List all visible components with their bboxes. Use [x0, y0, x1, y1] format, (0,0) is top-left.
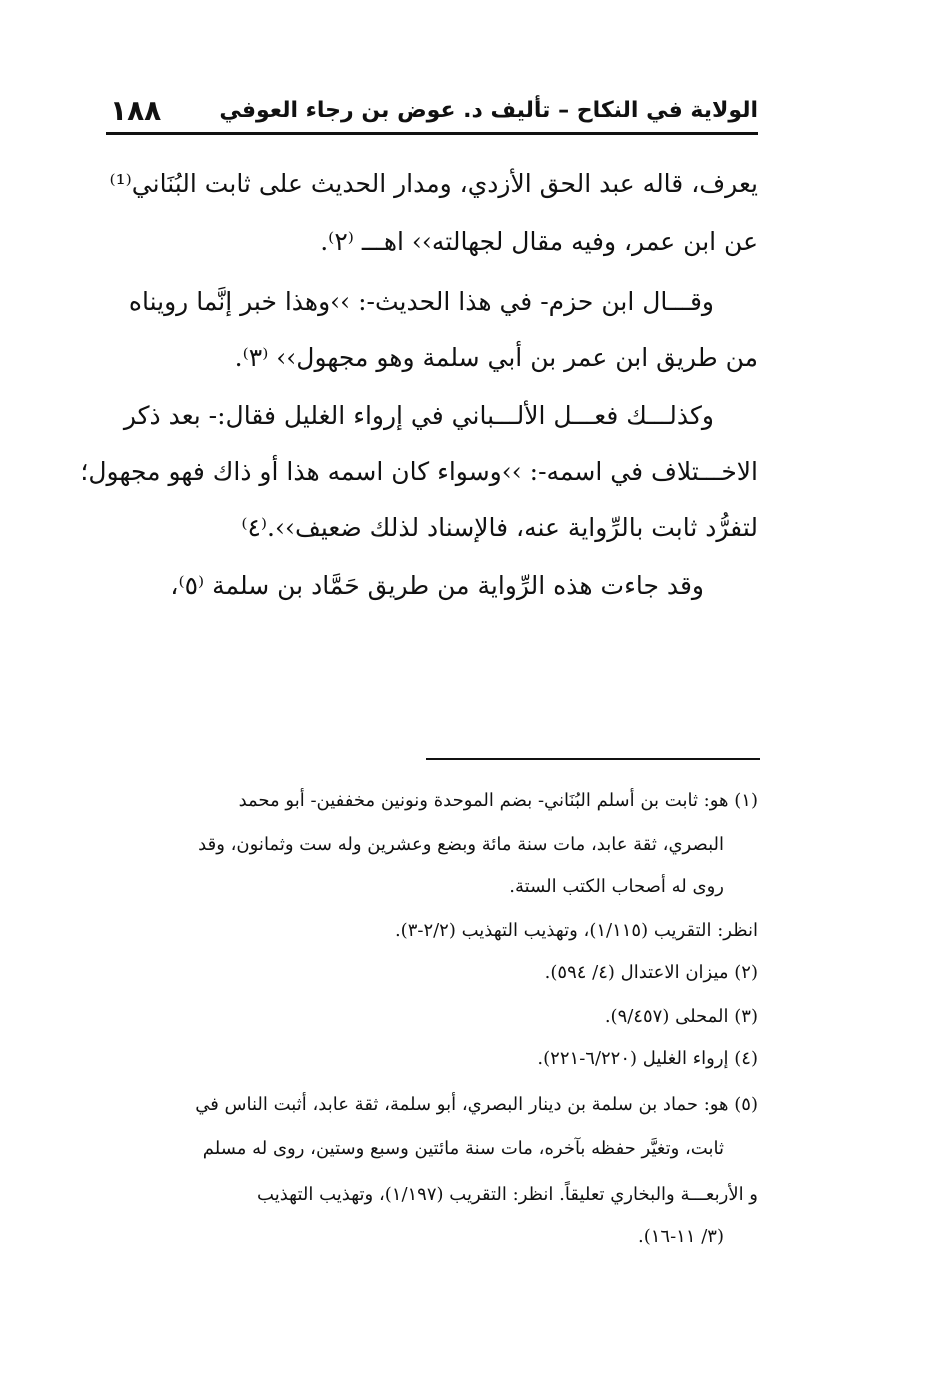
body-line: عن ابن عمر، وفيه مقال لجهالته›› اهـــ ⁽٢⁾.: [320, 227, 758, 256]
body-line: يعرف، قاله عبد الحق الأزدي، ومدار الحديث على ثابت البُنَاني⁽¹⁾: [109, 169, 758, 198]
footnote-line: (١) هو: ثابت بن أسلم البُنَاني- بضم الموحدة ونونين مخففين- أبو محمد: [238, 790, 758, 811]
footnote-line: ثابت، وتغيَّر حفظه بآخره، مات سنة مائتين وسبع وستين، روى له مسلم: [202, 1138, 724, 1159]
footnote-line: روى له أصحاب الكتب الستة.: [509, 876, 724, 897]
footnote-line: البصري، ثقة عابد، مات سنة مائة وبضع وعشرين وله ست وثمانون، وقد: [198, 834, 724, 855]
body-line: وقـــال ابن حزم- في هذا الحديث-: ››وهذا خبر إنَّما رويناه: [128, 287, 714, 316]
footnote-line: انظر: التقريب (١/١١٥)، وتهذيب التهذيب (٢/٢-٣).: [394, 920, 758, 941]
footnote-line: (٥) هو: حماد بن سلمة بن دينار البصري، أبو سلمة، ثقة عابد، أثبت الناس في: [195, 1094, 758, 1115]
body-line: وكذلـــك فعـــل الألـــباني في إرواء الغليل فقال:- بعد ذكر: [123, 401, 714, 430]
body-line: وقد جاءت هذه الرِّواية من طريق حَمَّاد بن سلمة ⁽٥⁾،: [170, 571, 704, 600]
footnote-line: (٣) المحلى (٩/٤٥٧).: [604, 1006, 758, 1027]
running-header: [106, 92, 758, 130]
footnote-line: (٣/ ١١-١٦).: [637, 1226, 724, 1247]
footnote-separator: [426, 758, 760, 760]
footnote-line: (٢) ميزان الاعتدال (٤/ ٥٩٤).: [544, 962, 758, 983]
header-rule: [106, 132, 758, 135]
body-line: من طريق ابن عمر بن أبي سلمة وهو مجهول›› ⁽٣⁾.: [234, 343, 758, 372]
footnote-line: و الأربعـــة والبخاري تعليقاً. انظر: التقريب (١/١٩٧)، وتهذيب التهذيب: [257, 1184, 758, 1205]
body-line: لتفرُّد ثابت بالرِّواية عنه، فالإسناد لذلك ضعيف››.⁽٤⁾: [241, 513, 758, 542]
footnote-line: (٤) إرواء الغليل (٦/٢٢٠-٢٢١).: [537, 1048, 758, 1069]
header-title: الولاية في النكاح – تأليف د. عوض بن رجاء العوفي: [219, 98, 758, 123]
page-number: ١٨٨: [110, 94, 162, 127]
body-line: الاخـــتلاف في اسمه-: ››وسواء كان اسمه هذا أو ذاك فهو مجهول؛: [80, 457, 758, 486]
